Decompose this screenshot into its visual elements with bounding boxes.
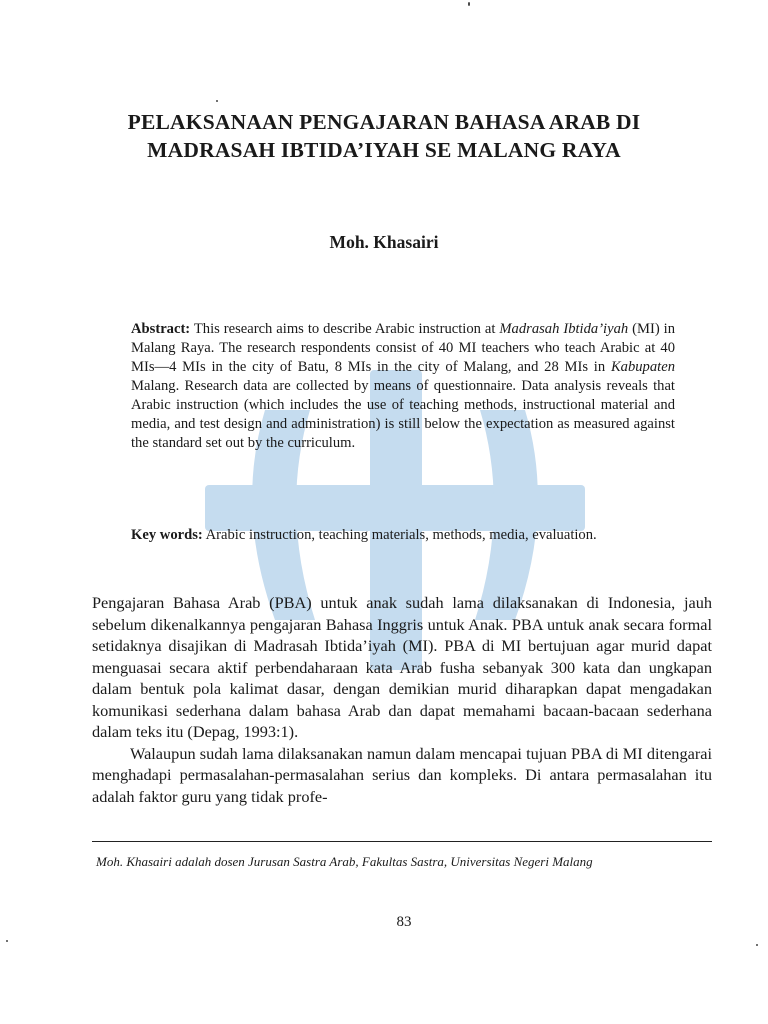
keywords-label: Key words: [131, 527, 203, 543]
abstract-text-3: Malang. Research data are collected by means of questionnaire. Data analysis reveals that Arabic instruction (which includes the use of teaching methods, instructional material and media, and test design and administration) is still below the expectation as measured against the standard set out by the curriculum. [131, 378, 675, 451]
article-title [60, 108, 708, 164]
abstract-text-2: (MI) in Malang Raya. The research respondents consist of 40 MI teachers who teach Arabic at 40 MIs—4 MIs in the city of Batu, 8 MIs in the city of Malang, and 28 MIs in [131, 321, 675, 375]
abstract-term-madrasah: Madrasah Ibtida’iyah [499, 321, 629, 337]
title-line-1: PELAKSANAAN PENGAJARAN BAHASA ARAB DI [127, 110, 641, 134]
scan-speck [216, 100, 218, 102]
scan-speck [468, 2, 470, 6]
scan-speck [6, 940, 8, 942]
keywords [131, 526, 675, 545]
title-line-2: MADRASAH IBTIDA’IYAH SE MALANG RAYA [147, 138, 621, 162]
page-number: 83 [396, 914, 412, 930]
body-text [92, 592, 712, 807]
abstract-label: Abstract: [131, 321, 191, 337]
author-name: Moh. Khasairi [329, 232, 439, 252]
keywords-text: Arabic instruction, teaching materials, methods, media, evaluation. [202, 527, 597, 543]
abstract-text-1: This research aims to describe Arabic instruction at [190, 321, 500, 337]
body-paragraph-2: Walaupun sudah lama dilaksanakan namun dalam mencapai tujuan PBA di MI ditengarai menghadapi permasalahan-permasalahan serius dan kompleks. Di antara permasalahan itu adalah faktor guru yang tidak profe- [92, 743, 712, 806]
abstract-term-kabupaten: Kabupaten [610, 359, 675, 375]
footnote-rule [92, 841, 712, 842]
body-paragraph-1: Pengajaran Bahasa Arab (PBA) untuk anak sudah lama dilaksanakan di Indonesia, jauh sebelum dikenalkannya pengajaran Bahasa Inggris untuk Anak. PBA untuk anak secara formal setidaknya disajikan di Madrasah Ibtida’iyah (MI). PBA di MI bertujuan agar murid dapat menguasai secara aktif perbendaharaan kata Arab fusha sebanyak 300 kata dan ungkapan dalam bentuk pola kalimat dasar, dengan demikian murid diharapkan dapat mengadakan komunikasi sederhana dalam bahasa Arab dan dapat memahami bacaan-bacaan sederhana dalam teks itu (Depag, 1993:1). [92, 593, 712, 741]
abstract [131, 320, 675, 453]
scan-speck [756, 944, 758, 946]
footnote: Moh. Khasairi adalah dosen Jurusan Sastra Arab, Fakultas Sastra, Universitas Negeri Malang [96, 854, 593, 869]
